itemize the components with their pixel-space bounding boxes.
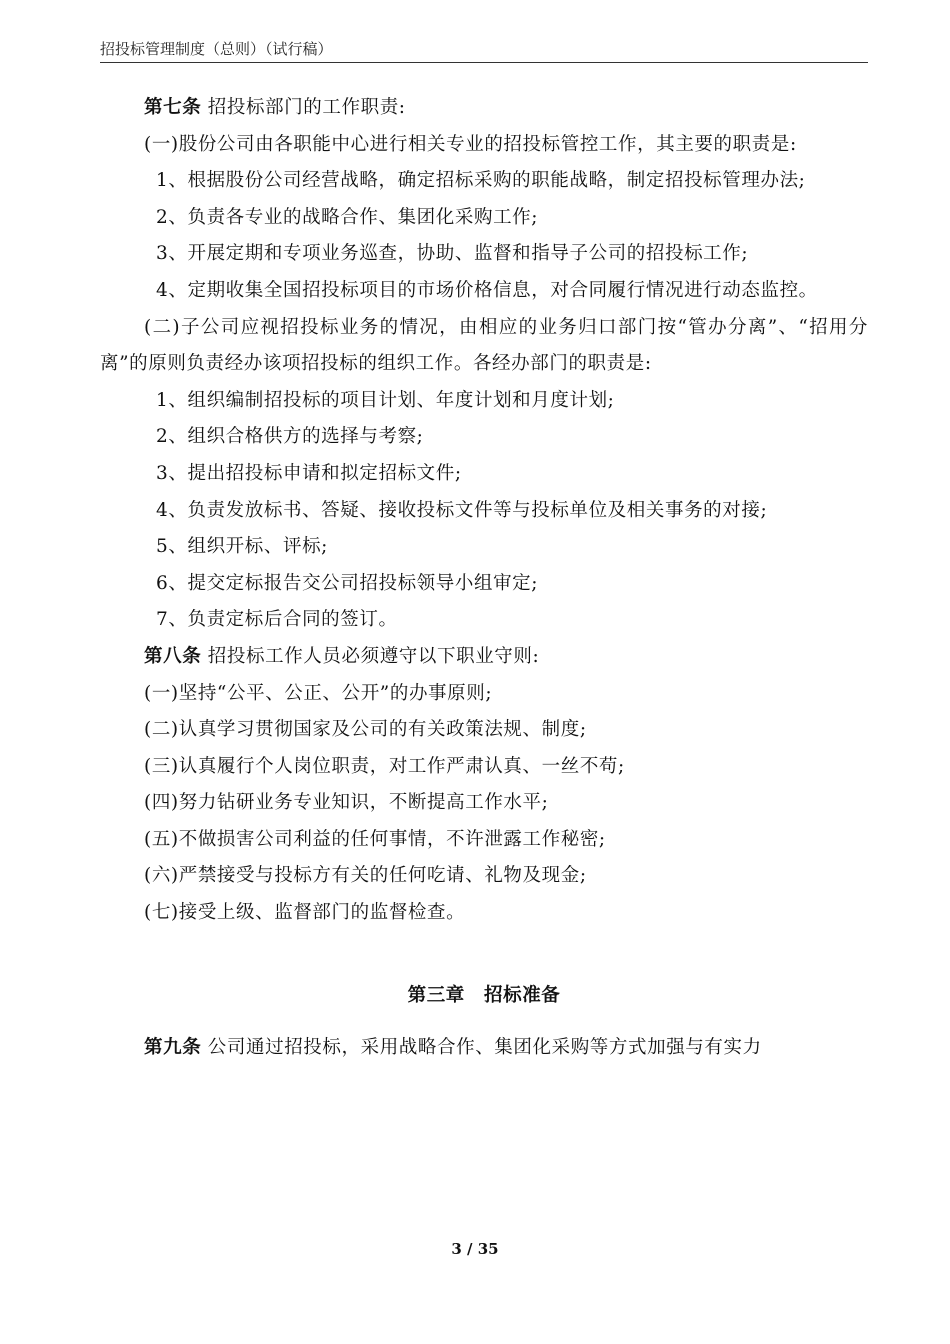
article-7-section-1-intro: (一)股份公司由各职能中心进行相关专业的招投标管控工作，其主要的职责是:	[144, 133, 797, 155]
article-7-heading	[100, 90, 868, 127]
article-8-text: 招投标工作人员必须遵守以下职业守则:	[201, 645, 540, 667]
article-7-text: 招投标部门的工作职责:	[201, 97, 406, 118]
article-7-section-2-item: 6、提交定标报告交公司招投标领导小组审定;	[156, 572, 539, 594]
header-title: 招投标管理制度（总则）（试行稿）	[100, 40, 333, 58]
article-7-section-2-item: 4、负责发放标书、答疑、接收投标文件等与投标单位及相关事务的对接;	[156, 499, 768, 521]
document-body	[100, 90, 868, 1067]
article-8-item: (七)接受上级、监督部门的监督检查。	[144, 902, 466, 924]
article-7-section-2-item: 7、负责定标后合同的签订。	[156, 609, 398, 631]
article-9-label: 第九条	[144, 1037, 202, 1059]
article-8-item: (二)认真学习贯彻国家及公司的有关政策法规、制度;	[144, 719, 587, 741]
article-9-text: 公司通过招投标，采用战略合作、集团化采购等方式加强与有实力	[201, 1037, 762, 1059]
article-8-item: (一)坚持“公平、公正、公开”的办事原则;	[144, 682, 493, 704]
article-7-section-1-item: 2、负责各专业的战略合作、集团化采购工作;	[156, 206, 539, 228]
page-header	[100, 38, 868, 63]
article-7-section-2-item: 2、组织合格供方的选择与考察;	[156, 426, 424, 448]
page-number: 3 / 35	[451, 1240, 499, 1258]
article-7-section-2-item: 3、提出招投标申请和拟定招标文件;	[156, 462, 462, 484]
article-8-item: (三)认真履行个人岗位职责，对工作严肃认真、一丝不苟;	[144, 755, 625, 777]
article-9-heading	[100, 1030, 868, 1067]
article-7-section-2-intro: (二)子公司应视招投标业务的情况，由相应的业务归口部门按“管办分离”、“招用分离”的原则负责经办该项招投标的组织工作。各经办部门的职责是:	[100, 316, 868, 375]
article-7-label: 第七条	[144, 97, 202, 118]
article-7-section-1-item: 1、根据股份公司经营战略，确定招标采购的职能战略，制定招投标管理办法;	[156, 170, 806, 192]
article-7-section-2-item: 5、组织开标、评标;	[156, 536, 329, 558]
chapter-3-title: 第三章 招标准备	[407, 984, 561, 1006]
article-8-item: (六)严禁接受与投标方有关的任何吃请、礼物及现金;	[144, 865, 587, 887]
article-7-section-1-item: 4、定期收集全国招投标项目的市场价格信息，对合同履行情况进行动态监控。	[156, 279, 818, 301]
article-8-label: 第八条	[144, 645, 202, 667]
article-8-item: (四)努力钻研业务专业知识，不断提高工作水平;	[144, 792, 549, 814]
article-7-section-2-item: 1、组织编制招投标的项目计划、年度计划和月度计划;	[156, 389, 615, 411]
article-7-section-1-item: 3、开展定期和专项业务巡查，协助、监督和指导子公司的招投标工作;	[156, 243, 749, 265]
article-8-heading	[100, 639, 868, 676]
article-8-item: (五)不做损害公司利益的任何事情，不许泄露工作秘密;	[144, 828, 606, 850]
